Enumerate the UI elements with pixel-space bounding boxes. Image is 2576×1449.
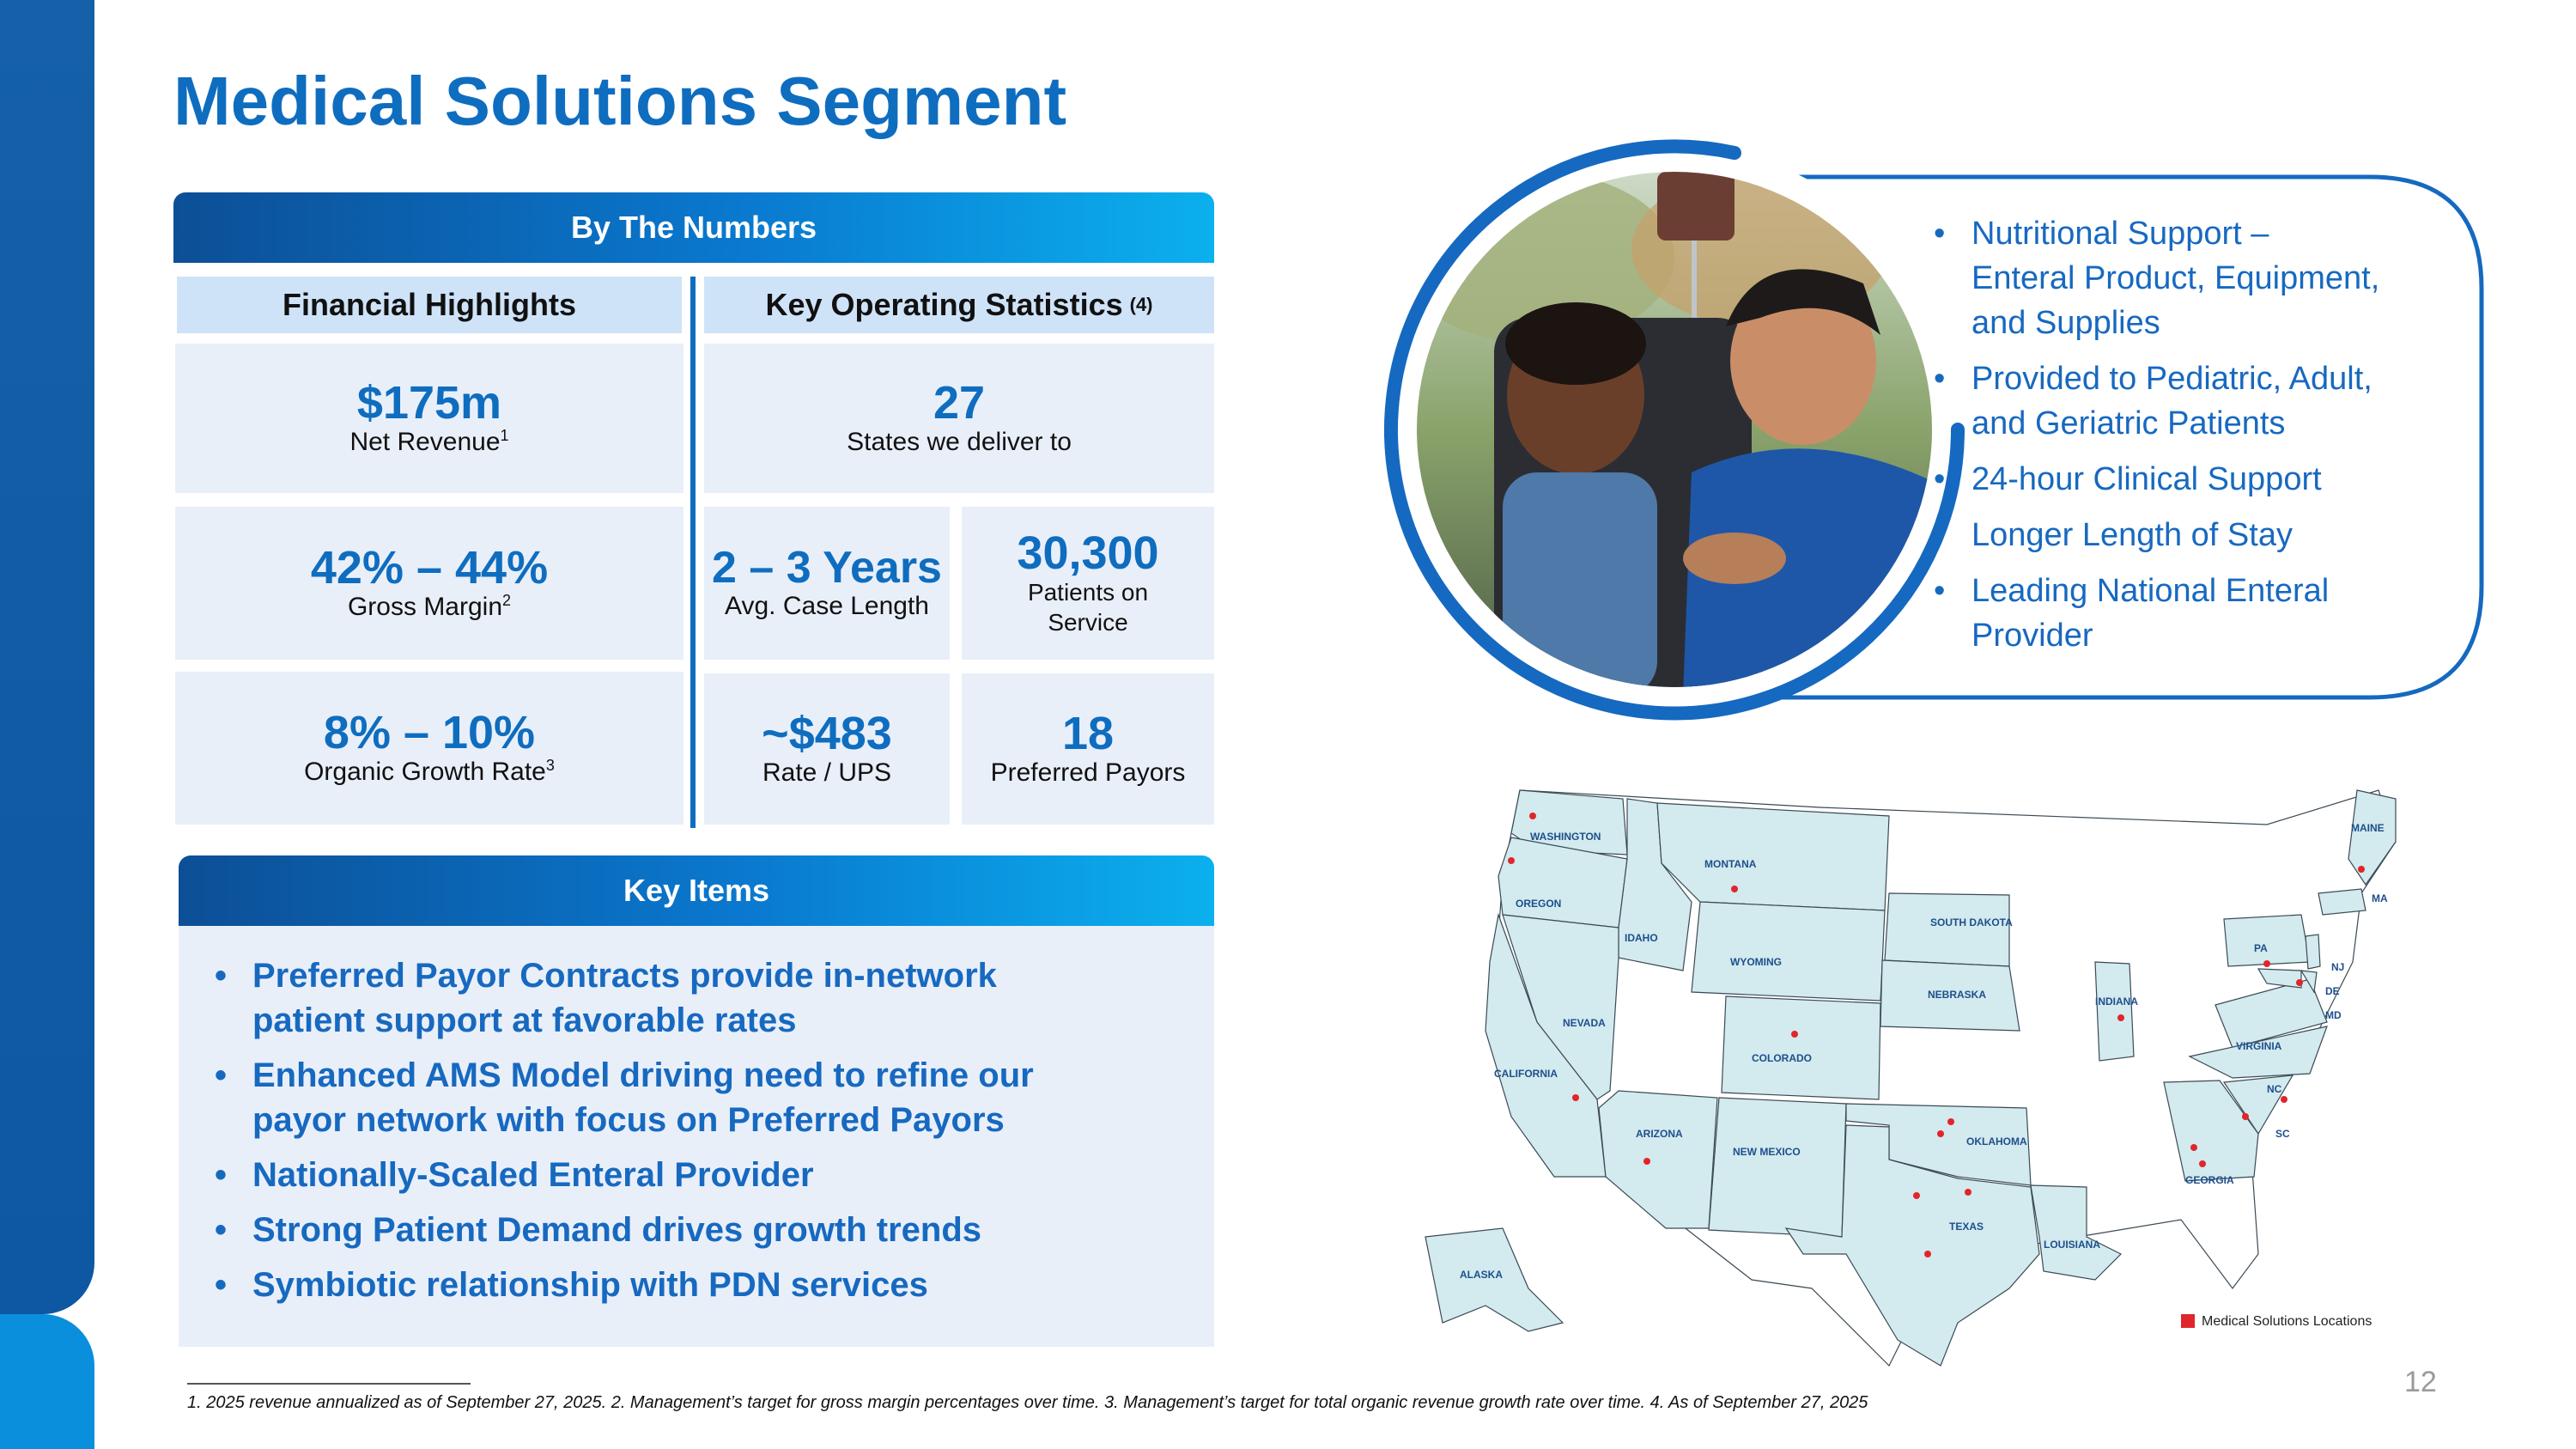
map-label: OREGON (1516, 898, 1562, 910)
map-label: VIRGINIA (2236, 1040, 2282, 1052)
rate-value: ~$483 (762, 707, 892, 759)
states-card (704, 344, 1214, 493)
key-items-list (211, 953, 1190, 1318)
financial-highlights-header (177, 277, 682, 333)
map-states (1425, 790, 2396, 1366)
map-label: CALIFORNIA (1494, 1068, 1558, 1080)
rate-card (704, 673, 950, 825)
gross-margin-sup: 2 (502, 592, 512, 610)
map-label: TEXAS (1949, 1221, 1984, 1233)
key-item-line: payor network with focus on Preferred Payors (252, 1101, 1005, 1139)
key-item (211, 953, 1190, 1043)
states-label: States we deliver to (847, 428, 1072, 457)
location-marker (1529, 813, 1536, 819)
state-pennsylvania (2224, 915, 2310, 966)
key-items-banner (179, 855, 1214, 926)
key-item-line: Strong Patient Demand drives growth trends (252, 1211, 982, 1249)
map-label: MAINE (2351, 822, 2385, 834)
key-item-line: Symbiotic relationship with PDN services (252, 1266, 928, 1304)
map-label: NC (2267, 1083, 2282, 1095)
service-bullet-line: Nutritional Support – (1971, 216, 2269, 252)
map-label: IDAHO (1625, 932, 1658, 944)
legend-swatch (2181, 1314, 2195, 1328)
map-label: ALASKA (1460, 1269, 1503, 1281)
key-item (211, 1208, 1190, 1252)
state-south-dakota (1885, 893, 2009, 966)
service-bullet-line: Enteral Product, Equipment, (1971, 260, 2380, 296)
case-length-value: 2 – 3 Years (712, 542, 942, 593)
service-bullet-line: Provided to Pediatric, Adult, (1971, 361, 2372, 397)
map-label: MA (2372, 892, 2388, 904)
gross-margin-label: Gross Margin (347, 593, 503, 622)
key-item (211, 1263, 1190, 1307)
payors-card (962, 673, 1214, 825)
payors-label: Preferred Payors (990, 758, 1186, 788)
patients-card (962, 507, 1214, 660)
service-bullet (1932, 513, 2482, 557)
gross-margin-card (175, 507, 683, 660)
key-item-line: Preferred Payor Contracts provide in-network (252, 957, 997, 995)
location-marker (1643, 1158, 1650, 1165)
map-label: PA (2254, 942, 2268, 954)
us-locations-map (1408, 773, 2404, 1374)
left-accent-bar-bottom (0, 1314, 94, 1449)
financial-highlights-label: Financial Highlights (282, 287, 577, 322)
patients-value: 30,300 (1017, 527, 1159, 579)
key-items-panel (179, 926, 1214, 1347)
case-length-label: Avg. Case Length (725, 592, 929, 621)
map-label: SOUTH DAKOTA (1930, 916, 2013, 928)
key-item (211, 1153, 1190, 1197)
payors-value: 18 (1061, 707, 1115, 759)
map-label: WYOMING (1730, 956, 1782, 968)
location-marker (2242, 1113, 2249, 1120)
map-legend (2181, 1314, 2372, 1329)
key-item-line: Enhanced AMS Model driving need to refine our (252, 1056, 1034, 1094)
patients-label-line2: Service (1048, 609, 1128, 636)
location-marker (1924, 1251, 1931, 1257)
map-label: WASHINGTON (1530, 831, 1601, 843)
net-revenue-label: Net Revenue (349, 428, 501, 457)
location-marker (1508, 857, 1515, 864)
service-bullet (1932, 569, 2482, 658)
column-divider (690, 277, 696, 828)
gross-margin-label-wrap (348, 592, 511, 623)
organic-growth-sup: 3 (545, 757, 555, 775)
patients-label-line1: Patients on (1027, 579, 1149, 606)
location-marker (1913, 1192, 1920, 1199)
states-value: 27 (933, 376, 986, 429)
page-number: 12 (2404, 1366, 2437, 1398)
organic-growth-label-wrap (304, 757, 555, 788)
key-item-line: patient support at favorable rates (252, 1002, 797, 1039)
service-bullet-list (1932, 211, 2482, 658)
organic-growth-label: Organic Growth Rate (304, 758, 546, 787)
map-label: SC (2275, 1128, 2290, 1140)
location-marker (2358, 866, 2365, 873)
state-new-jersey (2306, 935, 2320, 969)
state-indiana (2095, 962, 2134, 1061)
service-bullet (1932, 457, 2482, 502)
legend-label: Medical Solutions Locations (2202, 1314, 2372, 1329)
map-label: MD (2325, 1009, 2342, 1021)
map-label: NEBRASKA (1928, 989, 1987, 1001)
map-label: ARIZONA (1636, 1128, 1683, 1140)
footnote-rule (187, 1383, 471, 1385)
gross-margin-value: 42% – 44% (310, 541, 549, 594)
location-marker (2263, 960, 2270, 967)
service-bullet-line: Longer Length of Stay (1971, 517, 2293, 553)
net-revenue-sup: 1 (500, 427, 509, 445)
rate-label: Rate / UPS (762, 758, 892, 788)
state-arizona (1599, 1091, 1717, 1228)
map-label: NEW MEXICO (1733, 1146, 1801, 1158)
footnote: 1. 2025 revenue annualized as of September 27, 2025. 2. Management’s target for gross margin percentages over time. 3. Management’s target for total organic revenue growth rate over time. 4. As of September 27, 2025 (187, 1393, 1868, 1412)
state-new-mexico (1709, 1098, 1846, 1237)
map-label: OKLAHOMA (1966, 1135, 2027, 1148)
key-items-title: Key Items (623, 873, 770, 908)
organic-growth-card (175, 672, 683, 825)
service-bullet-line: and Supplies (1971, 305, 2160, 341)
by-the-numbers-banner (173, 192, 1214, 263)
location-marker (1791, 1031, 1798, 1038)
key-operating-statistics-label: Key Operating Statistics (765, 287, 1123, 322)
key-item (211, 1053, 1190, 1142)
net-revenue-label-wrap (349, 427, 508, 458)
service-bullet-line: Provider (1971, 618, 2093, 654)
location-marker (2281, 1096, 2287, 1103)
key-operating-statistics-sup: (4) (1129, 294, 1153, 315)
case-length-card (704, 507, 950, 660)
service-bullet-line: and Geriatric Patients (1971, 405, 2286, 441)
location-marker (1965, 1189, 1971, 1196)
location-marker (2296, 979, 2303, 986)
location-marker (2199, 1160, 2206, 1167)
state-montana (1657, 803, 1889, 910)
organic-growth-value: 8% – 10% (323, 706, 536, 758)
service-bullets (1932, 211, 2482, 669)
map-label: MONTANA (1704, 858, 1757, 870)
by-the-numbers-title: By The Numbers (570, 210, 817, 245)
location-marker (1731, 886, 1738, 892)
page-title: Medical Solutions Segment (173, 63, 1067, 139)
service-bullet-line: Leading National Enteral (1971, 573, 2330, 609)
state-colorado (1722, 996, 1880, 1099)
location-marker (2117, 1014, 2124, 1021)
map-label: NEVADA (1563, 1017, 1606, 1029)
map-label: NJ (2331, 961, 2345, 973)
map-label: LOUISIANA (2044, 1239, 2100, 1251)
net-revenue-card (175, 344, 683, 493)
map-label: INDIANA (2095, 995, 2138, 1008)
location-marker (2190, 1144, 2197, 1151)
key-operating-statistics-header (704, 277, 1214, 333)
location-marker (1947, 1118, 1954, 1125)
left-accent-bar (0, 0, 94, 1314)
location-marker (1572, 1094, 1579, 1101)
map-label: DE (2325, 985, 2340, 997)
service-bullet-line: 24-hour Clinical Support (1971, 461, 2322, 497)
key-item-line: Nationally-Scaled Enteral Provider (252, 1156, 814, 1194)
service-bullet (1932, 211, 2482, 345)
location-marker (1937, 1130, 1944, 1137)
service-bullet (1932, 356, 2482, 446)
map-label: COLORADO (1752, 1052, 1812, 1064)
map-label: GEORGIA (2185, 1174, 2234, 1186)
state-wyoming (1692, 902, 1885, 1001)
net-revenue-value: $175m (356, 376, 502, 429)
state-massachusetts (2318, 889, 2366, 915)
